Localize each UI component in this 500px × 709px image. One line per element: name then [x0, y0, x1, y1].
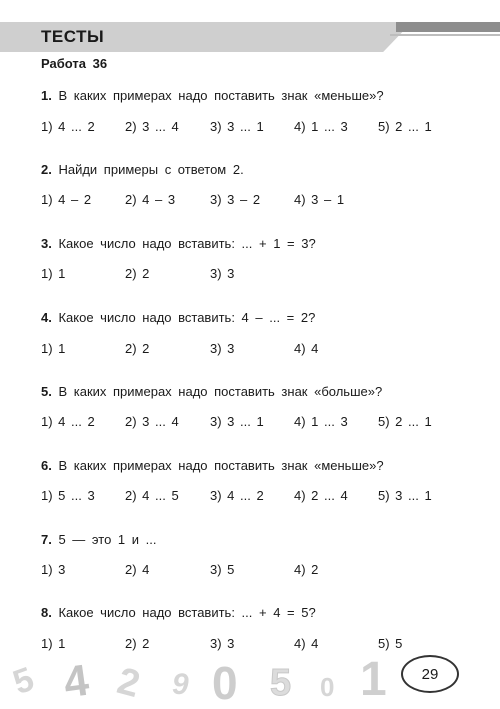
answer-option: 1) 1 [41, 341, 66, 356]
question-text: Какое число надо вставить: ... + 4 = 5? [58, 605, 316, 620]
answer-option: 1) 1 [41, 266, 66, 281]
question-text: Какое число надо вставить: ... + 1 = 3? [58, 236, 316, 251]
question-text: В каких примерах надо поставить знак «меньше»? [58, 458, 384, 473]
answer-option: 5) 2 ... 1 [378, 119, 432, 134]
section-title: ТЕСТЫ [41, 27, 105, 46]
answer-row [41, 636, 461, 652]
answer-option: 2) 3 ... 4 [125, 119, 179, 134]
question-number: 7. [41, 532, 52, 547]
answer-option: 5) 3 ... 1 [378, 488, 432, 503]
decorative-digit: 0 [320, 672, 335, 702]
question-number: 4. [41, 310, 52, 325]
question-number: 2. [41, 162, 52, 177]
answer-option: 2) 3 ... 4 [125, 414, 179, 429]
question [41, 310, 315, 325]
answer-option: 5) 5 [378, 636, 403, 651]
answer-option: 2) 2 [125, 636, 150, 651]
answer-option: 1) 1 [41, 636, 66, 651]
decorative-digit: 9 [172, 668, 189, 701]
question [41, 458, 384, 473]
decorative-digit: 1 [360, 653, 387, 706]
decorative-digit: 0 [212, 657, 238, 709]
answer-option: 4) 4 [294, 636, 319, 651]
decorative-digit: 5 [8, 659, 39, 703]
answer-row [41, 119, 461, 135]
answer-option: 4) 4 [294, 341, 319, 356]
question-text: В каких примерах надо поставить знак «больше»? [58, 384, 383, 399]
answer-option: 2) 4 ... 5 [125, 488, 179, 503]
decorative-digit: 4 [60, 655, 92, 708]
question-number: 3. [41, 236, 52, 251]
question [41, 532, 156, 547]
question-text: В каких примерах надо поставить знак «меньше»? [58, 88, 384, 103]
question [41, 605, 316, 620]
answer-option: 5) 2 ... 1 [378, 414, 432, 429]
header-line [390, 34, 500, 36]
question-number: 5. [41, 384, 52, 399]
decorative-digit: 2 [112, 659, 145, 707]
answer-option: 4) 3 – 1 [294, 192, 345, 207]
question-number: 1. [41, 88, 52, 103]
answer-option: 4) 1 ... 3 [294, 119, 348, 134]
answer-option: 1) 4 – 2 [41, 192, 92, 207]
answer-option: 1) 3 [41, 562, 66, 577]
answer-row [41, 266, 461, 282]
answer-option: 2) 2 [125, 266, 150, 281]
answer-option: 2) 4 – 3 [125, 192, 176, 207]
decorative-digit: 5 [270, 662, 292, 704]
answer-row [41, 414, 461, 430]
answer-row [41, 192, 461, 208]
answer-option: 3) 3 – 2 [210, 192, 261, 207]
answer-row [41, 562, 461, 578]
answer-option: 3) 5 [210, 562, 235, 577]
answer-option: 1) 4 ... 2 [41, 414, 95, 429]
answer-option: 4) 2 [294, 562, 319, 577]
answer-option: 3) 3 ... 1 [210, 414, 264, 429]
answer-row [41, 341, 461, 357]
page-number-text: 29 [421, 665, 439, 683]
question [41, 88, 384, 103]
answer-option: 3) 3 ... 1 [210, 119, 264, 134]
question-number: 8. [41, 605, 52, 620]
answer-option: 3) 4 ... 2 [210, 488, 264, 503]
answer-option: 3) 3 [210, 636, 235, 651]
question-text: Найди примеры с ответом 2. [58, 162, 244, 177]
question [41, 236, 316, 251]
answer-option: 3) 3 [210, 341, 235, 356]
question-text: Какое число надо вставить: 4 – ... = 2? [58, 310, 316, 325]
question [41, 384, 382, 399]
answer-option: 2) 4 [125, 562, 150, 577]
question-number: 6. [41, 458, 52, 473]
answer-row [41, 488, 461, 504]
answer-option: 1) 4 ... 2 [41, 119, 95, 134]
answer-option: 3) 3 [210, 266, 235, 281]
header-stripe [396, 22, 500, 32]
answer-option: 4) 2 ... 4 [294, 488, 348, 503]
work-title: Работа 36 [41, 56, 108, 71]
question-text: 5 — это 1 и ... [58, 532, 157, 547]
question [41, 162, 244, 177]
answer-option: 4) 1 ... 3 [294, 414, 348, 429]
page-number [401, 655, 459, 693]
answer-option: 1) 5 ... 3 [41, 488, 95, 503]
answer-option: 2) 2 [125, 341, 150, 356]
